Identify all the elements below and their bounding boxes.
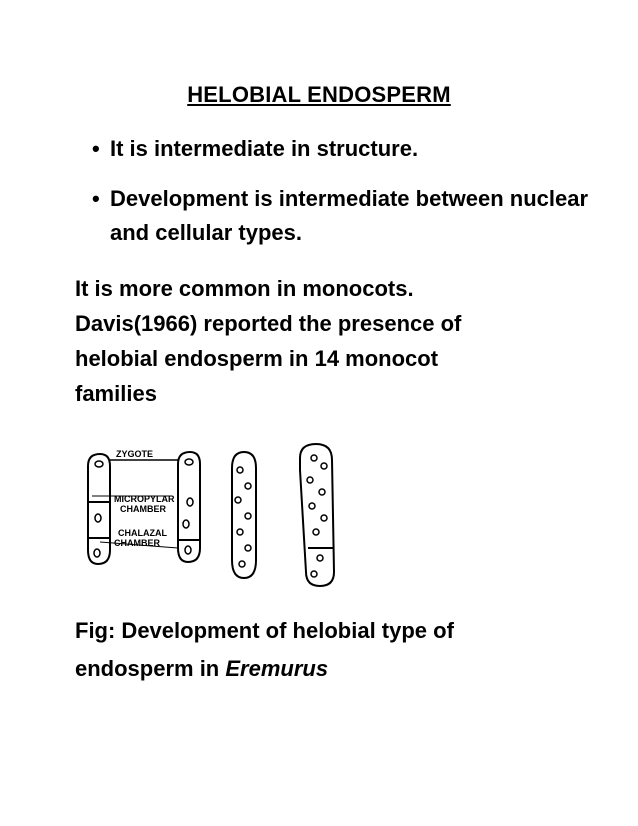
cell-outline-4 bbox=[300, 444, 334, 586]
caption-line-1: Fig: Development of helobial type of bbox=[75, 618, 454, 643]
bullet-dot: • bbox=[92, 136, 100, 161]
endosperm-figure bbox=[70, 440, 370, 600]
body-paragraph bbox=[75, 271, 615, 411]
label-micropylar: MICROPYLAR bbox=[114, 494, 175, 504]
bullet-text: It is intermediate in structure. bbox=[110, 136, 419, 161]
bullet-item bbox=[92, 182, 612, 252]
label-micropylar-chamber: CHAMBER bbox=[120, 504, 166, 514]
paragraph-line: Davis(1966) reported the presence of bbox=[75, 311, 462, 336]
caption-line-2-text: endosperm in bbox=[75, 656, 226, 681]
bullet-dot: • bbox=[92, 186, 100, 211]
paragraph-line: helobial endosperm in 14 monocot bbox=[75, 346, 439, 371]
label-chalazal-chamber: CHAMBER bbox=[114, 538, 160, 548]
caption-line-2 bbox=[75, 650, 615, 688]
label-chalazal: CHALAZAL bbox=[118, 528, 167, 538]
cell-outline-1 bbox=[88, 454, 110, 564]
figure-caption bbox=[75, 612, 615, 688]
bullet-text: Development is intermediate between nuclear and cellular types. bbox=[110, 186, 589, 245]
endosperm-diagram bbox=[70, 440, 370, 600]
caption-genus: Eremurus bbox=[225, 656, 329, 681]
paragraph-line: families bbox=[75, 381, 157, 406]
label-zygote: ZYGOTE bbox=[116, 449, 154, 459]
page-title: HELOBIAL ENDOSPERM bbox=[187, 82, 451, 107]
paragraph-line: It is more common in monocots. bbox=[75, 276, 414, 301]
cell-outline-3 bbox=[232, 452, 256, 578]
